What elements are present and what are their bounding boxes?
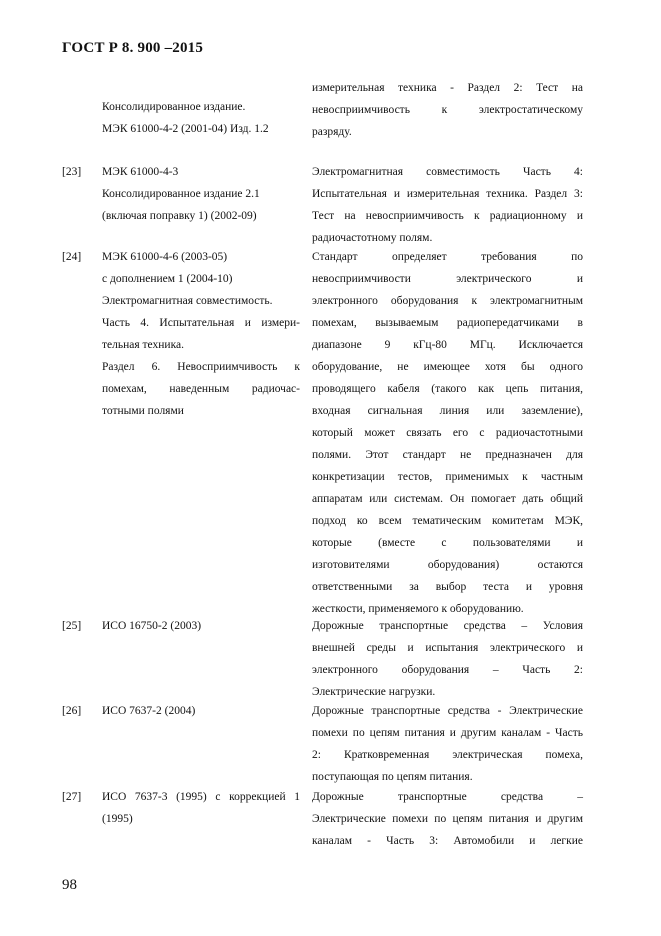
entry-4-left [102, 700, 300, 722]
entry-2-right-line: конкретизации тестов, применимых к частным [312, 471, 583, 483]
entry-1-right [312, 161, 583, 249]
entry-4-right-line: поступающая по цепям питания. [312, 771, 473, 783]
entry-3-right [312, 615, 583, 703]
entry-3-right-line: электронного оборудования – Часть 2: [312, 664, 583, 676]
entry-0-left [102, 96, 300, 140]
entry-1-right-line: Тест на невосприимчивость к радиационному и [312, 210, 583, 222]
entry-2-right-line: электронного оборудования к электромагнитным [312, 295, 583, 307]
entry-1-left-line: МЭК 61000-4-3 [102, 166, 179, 178]
entry-2-right-line: подход ко всем тематическим комитетам МЭК, [312, 515, 583, 527]
entry-2-right-line: жесткости, применяемого к оборудованию. [312, 603, 524, 615]
entry-0-left-line: МЭК 61000-4-2 (2001-04) Изд. 1.2 [102, 123, 269, 135]
entry-2-left-line: тельная техника. [102, 339, 184, 351]
entry-5-number: [27] [62, 791, 82, 803]
entry-5-right [312, 786, 583, 852]
entry-2-left [102, 246, 300, 422]
entry-0-right-line: невосприимчивость к электростатическому [312, 104, 583, 116]
entry-2-right-line: Стандарт определяет требования по [312, 251, 583, 263]
entry-3-left-line: ИСО 16750-2 (2003) [102, 620, 202, 632]
entry-5-right-line: Электрические помехи по цепям питания и другим [312, 813, 583, 825]
entry-1-left-line: (включая поправку 1) (2002-09) [102, 210, 257, 222]
entry-1-number: [23] [62, 166, 82, 178]
entry-2-right-line: которые (вместе с пользователями и [312, 537, 583, 549]
entry-2-right-line: помехам, вызываемым радиопередатчиками в [312, 317, 583, 329]
entry-2-right-line: входная сигнальная линия или заземление), [312, 405, 583, 417]
entry-5-left [102, 786, 300, 830]
entry-4-right-line: помехи по цепям питания и другим каналам - Часть [312, 727, 583, 739]
entry-2-right [312, 246, 583, 620]
entry-2-right-line: полями. Этот стандарт не предназначен для [312, 449, 583, 461]
entry-2-left-line: с дополнением 1 (2004-10) [102, 273, 233, 285]
entry-2-right-line: проводящего кабеля (такого как цепь питания, [312, 383, 583, 395]
entry-2-right-line: диапазоне 9 кГц-80 МГц. Исключается [312, 339, 583, 351]
entry-5-left-line: ИСО 7637-3 (1995) с коррекцией 1 [102, 791, 300, 803]
entry-1-right-line: Испытательная и измерительная техника. Раздел 3: [312, 188, 583, 200]
entry-0-right-line: разряду. [312, 126, 352, 138]
entry-2-right-line: который может связать его с радиочастотными [312, 427, 583, 439]
entry-2-number: [24] [62, 251, 82, 263]
entry-0-left-line: Консолидированное издание. [102, 101, 246, 113]
entry-2-right-line: аппаратам или системам. Он помогает дать общий [312, 493, 583, 505]
entry-3-right-line: внешней среды и испытания электрического и [312, 642, 583, 654]
entry-2-left-line: Раздел 6. Невосприимчивость к [102, 361, 300, 373]
entry-2-left-line: Часть 4. Испытательная и измери- [102, 317, 300, 329]
entry-2-left-line: тотными полями [102, 405, 184, 417]
entry-1-left-line: Консолидированное издание 2.1 [102, 188, 260, 200]
entry-0-right-line: измерительная техника - Раздел 2: Тест на [312, 82, 583, 94]
entry-2-right-line: невосприимчивости электрического и [312, 273, 583, 285]
entry-2-right-line: оборудование, не имеющее хотя бы одного [312, 361, 583, 373]
entry-2-right-line: ответственными за выбор теста и уровня [312, 581, 583, 593]
entry-5-right-line: Дорожные транспортные средства – [312, 791, 583, 803]
entry-3-right-line: Электрические нагрузки. [312, 686, 436, 698]
entry-5-left-line: (1995) [102, 813, 133, 825]
page-number: 98 [62, 877, 77, 893]
entry-4-number: [26] [62, 705, 82, 717]
document-header: ГОСТ Р 8. 900 –2015 [62, 40, 204, 56]
entry-4-right-line: Дорожные транспортные средства - Электрические [312, 705, 583, 717]
entry-4-left-line: ИСО 7637-2 (2004) [102, 705, 196, 717]
entry-4-right-line: 2: Кратковременная электрическая помеха, [312, 749, 583, 761]
entry-3-left [102, 615, 300, 637]
entry-2-left-line: МЭК 61000-4-6 (2003-05) [102, 251, 228, 263]
entry-2-left-line: Электромагнитная совместимость. [102, 295, 273, 307]
entry-0-right [312, 77, 583, 143]
entry-3-right-line: Дорожные транспортные средства – Условия [312, 620, 583, 632]
entry-5-right-line: каналам - Часть 3: Автомобили и легкие [312, 835, 583, 847]
entry-4-right [312, 700, 583, 788]
entry-2-left-line: помехам, наведенным радиочас- [102, 383, 300, 395]
entry-1-left [102, 161, 300, 227]
entry-3-number: [25] [62, 620, 82, 632]
entry-1-right-line: радиочастотному полям. [312, 232, 433, 244]
entry-1-right-line: Электромагнитная совместимость Часть 4: [312, 166, 583, 178]
entry-2-right-line: изготовителями оборудования) остаются [312, 559, 583, 571]
